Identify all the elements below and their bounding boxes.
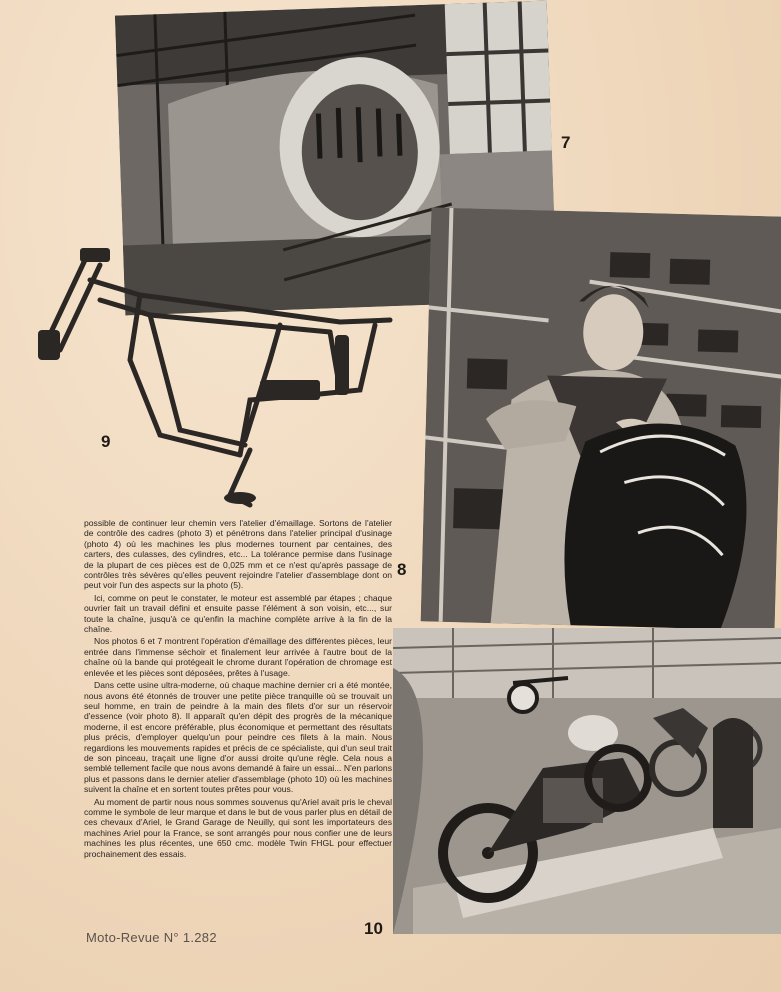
- photo-label-8: 8: [397, 560, 407, 579]
- motorcycle-frame-icon: [30, 240, 402, 512]
- article-paragraph: possible de continuer leur chemin vers l'atelier d'émaillage. Sortons de l'atelier de contrôle des cadres (photo 3) et pénétrons dans l'atelier principal d'usinage (photo 4) où les machines les plus modernes tournent par centaines, des carters, des culasses, des cylindres, etc... La tolérance permise dans l'usinage de la plupart de ces pièces est de 0,025 mm et ce n'est qu'après passage de contrôles très sévères qu'elles peuvent rejoindre l'atelier d'assemblage dont on peut voir l'un des aspects sur la photo (5).: [84, 518, 392, 591]
- article-paragraph: Dans cette usine ultra-moderne, où chaque machine dernier cri a été montée, nous avons été étonnés de trouver une petite pièce tranquille où se trouvait un seul homme, en train de peindre à la main des filets d'or sur un réservoir d'essence (voir photo 8). Il apparaît qu'en dépit des progrès de la mécanique moderne, il est encore préférable, plus économique et permettant des résultats plus précis, d'employer quelqu'un pour peindre ces filets à la main. Nous regardions les mouvements rapides et précis de ce spécialiste, qui d'un seul trait de son pinceau, traçait une ligne d'or aussi droite qu'une règle. Cela nous a semblé tellement facile que nous avons demandé à faire un essai... N'en parlons plus et passons dans le dernier atelier d'assemblage (photo 10) où les machines suivent la chaîne et en sortent toutes prêtes pour vous.: [84, 680, 392, 795]
- assembly-line-illustration: [393, 628, 781, 934]
- page-footer: [86, 930, 217, 945]
- photo-10-assembly-line: [393, 628, 781, 934]
- photo-label-9: 9: [101, 432, 111, 451]
- photo-label-10: 10: [364, 919, 383, 938]
- article-paragraph: Ici, comme on peut le constater, le moteur est assemblé par étapes ; chaque ouvrier fait un travail défini et ensuite passe l'élément à son voisin, etc..., sur toute la chaîne, jusqu'à ce qu'enfin la machine complète arrive à la fin de la chaîne.: [84, 592, 392, 635]
- article-paragraph: Au moment de partir nous nous sommes souvenus qu'Ariel avait pris le cheval comme le symbole de leur marque et dans le but de vous parler plus en détail de ces chevaux d'Ariel, le Grand Garage de Neuilly, qui sont les importateurs des machines Ariel pour la France, se sont arrangés pour nous confier une de leurs machines les plus récentes, une 650 cmc. modèle Twin FHGL pour effectuer prochainement des essais.: [84, 796, 392, 859]
- photo-9-motorcycle-frame: [30, 240, 402, 512]
- photo-label-7: 7: [561, 133, 571, 152]
- issue-number: N° 1.282: [163, 930, 217, 945]
- publication-name: Moto-Revue: [86, 930, 160, 945]
- worker-painting-illustration: [421, 207, 781, 630]
- article-paragraph: Nos photos 6 et 7 montrent l'opération d'émaillage des différentes pièces, leur entrée dans l'immense séchoir et finalement leur arrivée à l'autre bout de la chaîne où la bande qui protégeait le chrome durant l'opération de chromage est enlevée et les pièces sont déposées, prêtes à l'usage.: [84, 636, 392, 678]
- photo-8-pinstripe-painter: [421, 207, 781, 630]
- article-body: [84, 518, 392, 861]
